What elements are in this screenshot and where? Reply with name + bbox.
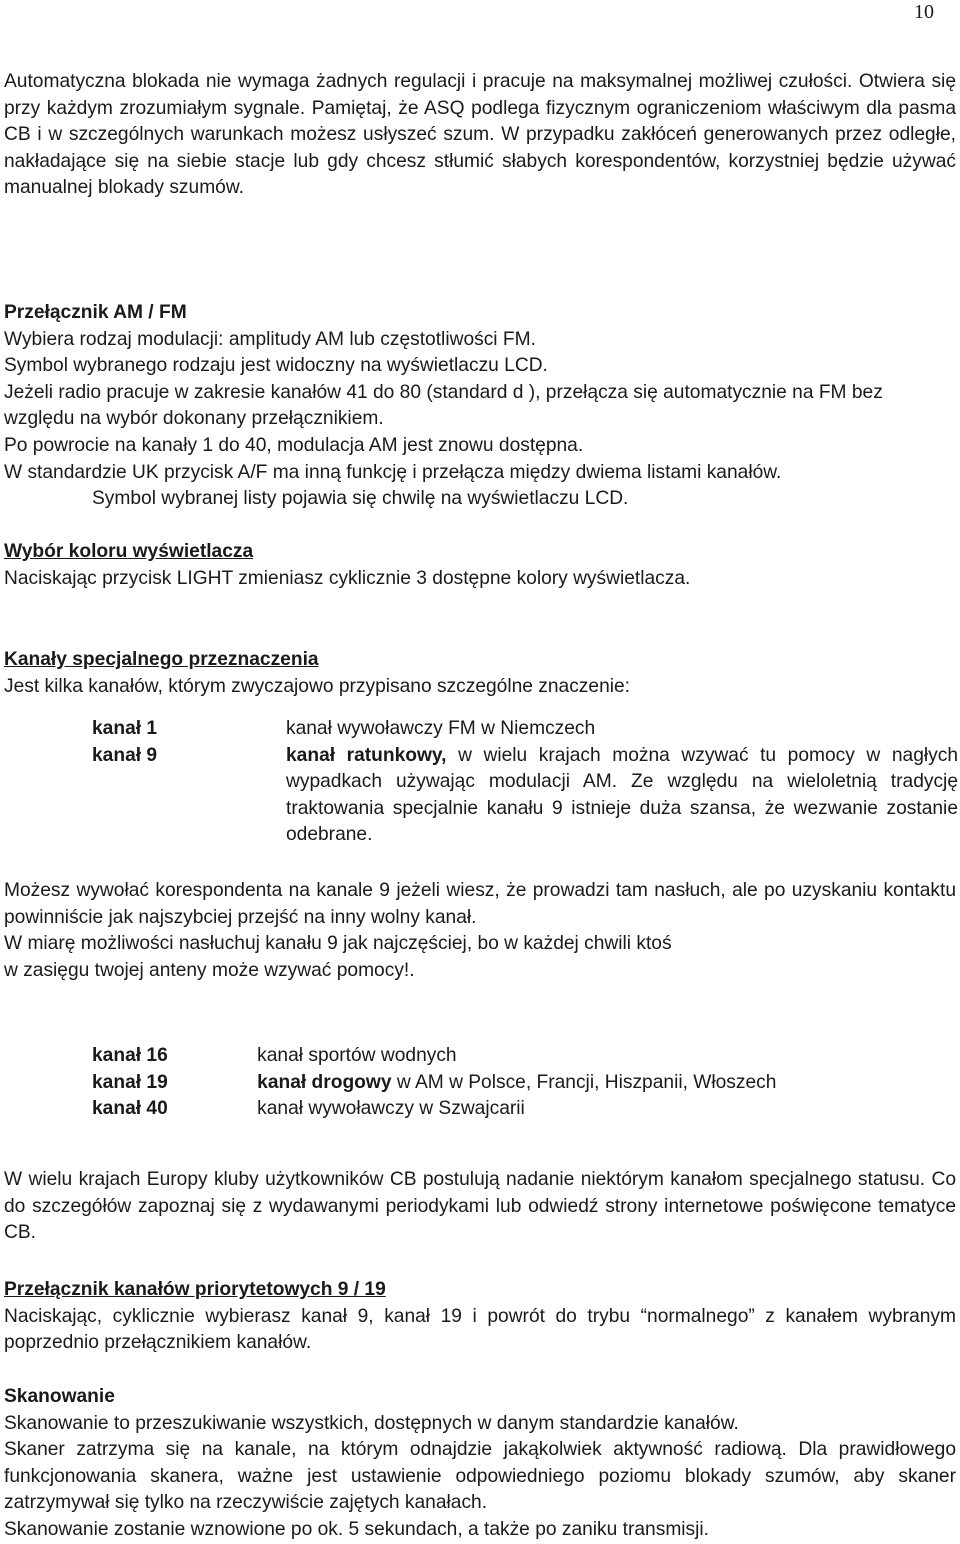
scan-section [4, 1384, 956, 1544]
special-section [4, 647, 956, 700]
am-fm-line: Wybiera rodzaj modulacji: amplitudy AM lub częstotliwości FM. [4, 328, 536, 350]
channel-desc: kanał sportów wodnych [257, 1045, 457, 1066]
page-number: 10 [914, 1, 934, 23]
table-row [4, 716, 958, 743]
priority-heading: Przełącznik kanałów priorytetowych 9 / 19 [4, 1279, 386, 1300]
scan-heading: Skanowanie [4, 1386, 115, 1407]
table-row [4, 1043, 960, 1070]
table-row [4, 1096, 960, 1123]
am-fm-indented-line: Symbol wybranej listy pojawia się chwilę na wyświetlaczu LCD. [92, 488, 629, 510]
channel-name: kanał 19 [92, 1071, 168, 1093]
channel-desc-bold: kanał ratunkowy, [286, 744, 447, 766]
special-channels-table-1 [4, 716, 958, 849]
color-text: Naciskając przycisk LIGHT zmieniasz cyklicznie 3 dostępne kolory wyświetlacza. [4, 567, 691, 589]
channel-desc-rest: w wielu krajach można wzywać tu pomocy w nagłych wypadkach używając modulacji AM. Ze względu na wieloletnią tradycję traktowania specjalnie kanału 9 istnieje duża szansa, że wezwanie zostanie odebrane. [286, 744, 958, 846]
am-fm-heading: Przełącznik AM / FM [4, 302, 187, 323]
scan-line: Skanowanie zostanie wznowione po ok. 5 sekundach, a także po zaniku transmisji. [4, 1518, 710, 1540]
channel-desc: kanał wywoławczy FM w Niemczech [286, 718, 596, 739]
am-fm-line: W standardzie UK przycisk A/F ma inną funkcję i przełącza między dwiema listami kanałów. [4, 461, 782, 483]
channel-desc [257, 1070, 960, 1097]
channel-name: kanał 16 [92, 1045, 168, 1066]
color-heading: Wybór koloru wyświetlacza [4, 541, 254, 562]
table-row [4, 743, 958, 849]
channel-desc-bold: kanał drogowy [257, 1071, 392, 1093]
channel-desc [286, 743, 958, 849]
special-text: Jest kilka kanałów, którym zwyczajowo przypisano szczególne znaczenie: [4, 675, 631, 697]
am-fm-line: Jeżeli radio pracuje w zakresie kanałów 41 do 80 (standard d ), przełącza się automatycznie na FM bez względu na wybór dokonany przełącznikiem. [4, 381, 883, 430]
channel-desc: kanał wywoławczy w Szwajcarii [257, 1098, 525, 1120]
priority-section [4, 1277, 956, 1357]
priority-text: Naciskając, cyklicznie wybierasz kanał 9, kanał 19 i powrót do trybu “normalnego” z kanałem wybranym poprzednio przełącznikiem kanałów. [4, 1305, 956, 1354]
special-channels-table-2 [4, 1043, 960, 1123]
scan-paragraph: Skaner zatrzyma się na kanale, na którym odnajdzie jakąkolwiek aktywność radiową. Dla prawidłowego funkcjonowania skanera, ważne jest ustawienie odpowiedniego poziomu blokady szumów, aby skaner zatrzymywał się tylko na rzeczywiście zajętych kanałach. [4, 1439, 956, 1514]
special-paragraph-3: W wielu krajach Europy kluby użytkowników CB postulują nadanie niektórym kanałom specjalnego statusu. Co do szczegółów zapoznaj się z wydawanymi periodykami lub odwiedź strony internetowe poświęcone tematyce CB. [4, 1169, 956, 1244]
table-row [4, 1070, 960, 1097]
special-heading: Kanały specjalnego przeznaczenia [4, 649, 319, 670]
channel-name: kanał 40 [92, 1098, 168, 1120]
special-paragraph-line: W miarę możliwości nasłuchuj kanału 9 jak najczęściej, bo w każdej chwili ktoś [4, 933, 672, 955]
color-section [4, 539, 956, 592]
channel-name: kanał 1 [92, 718, 158, 739]
intro-paragraph: Automatyczna blokada nie wymaga żadnych regulacji i pracuje na maksymalnej możliwej czułości. Otwiera się przy każdym zrozumiałym sygnale. Pamiętaj, że ASQ podlega fizycznym ograniczeniom właściwym dla pasma CB i w szczególnych warunkach możesz usłyszeć szum. W przypadku zakłóceń generowanych przez odległe, nakładające się na siebie stacje lub gdy chcesz stłumić słabych korespondentów, korzystniej będzie używać manualnej blokady szumów. [4, 71, 956, 199]
am-fm-line: Symbol wybranego rodzaju jest widoczny na wyświetlaczu LCD. [4, 355, 548, 377]
special-paragraphs [4, 878, 956, 984]
channel-desc-rest: w AM w Polsce, Francji, Hiszpanii, Włoszech [391, 1071, 777, 1093]
scan-line: Skanowanie to przeszukiwanie wszystkich, dostępnych w danym standardzie kanałów. [4, 1412, 739, 1434]
channel-name: kanał 9 [92, 744, 158, 766]
special-paragraph: Możesz wywołać korespondenta na kanale 9 jeżeli wiesz, że prowadzi tam nasłuch, ale po uzyskaniu kontaktu powinniście jak najszybciej przejść na inny wolny kanał. [4, 880, 956, 928]
special-paragraph-line: w zasięgu twojej anteny może wzywać pomocy!. [4, 959, 415, 981]
am-fm-line: Po powrocie na kanały 1 do 40, modulacja AM jest znowu dostępna. [4, 434, 584, 456]
am-fm-section [4, 300, 956, 513]
